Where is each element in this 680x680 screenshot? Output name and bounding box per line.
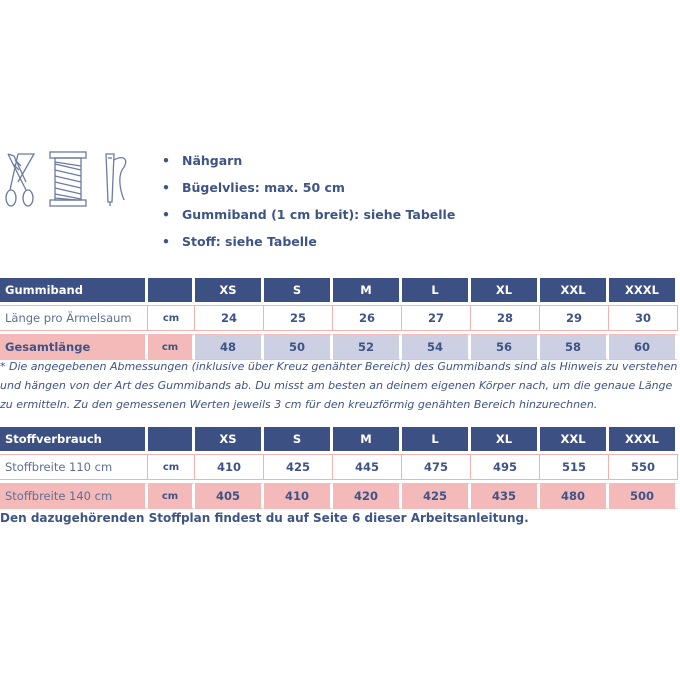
scissors-icon — [4, 150, 42, 208]
table-row — [0, 483, 678, 509]
needle-icon — [98, 150, 134, 208]
table-header-size: L — [402, 278, 471, 302]
table-header-title: Stoffverbrauch — [0, 427, 148, 451]
list-item: • Nähgarn — [162, 153, 243, 168]
thread-spool-icon — [46, 150, 90, 208]
stoffverbrauch-table — [0, 427, 678, 509]
list-item: • Stoff: siehe Tabelle — [162, 234, 317, 249]
footnote: * Die angegebenen Abmessungen (inklusive über Kreuz genähter Bereich) des Gummibands sind als Hinweis zu verstehen und hängen von der Art des Gummibands ab. Du misst am besten an deinem eigenen Körper nach, um die genaue Länge zu ermitteln. Zu den gemessenen Werten jeweils 3 cm für den kreuzförmig genähten Bereich hinzurechnen. — [0, 360, 678, 411]
materials-list — [162, 152, 455, 260]
table-cell: 410 — [264, 483, 333, 509]
table-header-size: XS — [195, 278, 264, 302]
table-cell: 52 — [333, 334, 402, 360]
table-header-size: L — [402, 427, 471, 451]
table-header-size: XXXL — [609, 427, 678, 451]
row-label: Länge pro Ärmelsaum — [0, 305, 148, 331]
table-header-size: M — [333, 427, 402, 451]
table-cell: 29 — [540, 305, 609, 331]
table-header-size: XXL — [540, 427, 609, 451]
table-header-unit — [148, 427, 195, 451]
table-header-unit — [148, 278, 195, 302]
table-cell: 56 — [471, 334, 540, 360]
table-cell: 26 — [333, 305, 402, 331]
table-cell: 405 — [195, 483, 264, 509]
table-cell: 48 — [195, 334, 264, 360]
table-header-size: XXL — [540, 278, 609, 302]
table-cell: 475 — [402, 454, 471, 480]
table-cell: 445 — [333, 454, 402, 480]
table-header-size: XL — [471, 278, 540, 302]
table-header-size: M — [333, 278, 402, 302]
table-cell: 495 — [471, 454, 540, 480]
table-row — [0, 454, 678, 480]
table-header-size: XXXL — [609, 278, 678, 302]
table-cell: 25 — [264, 305, 333, 331]
row-unit: cm — [148, 305, 195, 331]
table-cell: 410 — [195, 454, 264, 480]
table-cell: 435 — [471, 483, 540, 509]
table-cell: 60 — [609, 334, 678, 360]
table-cell: 425 — [264, 454, 333, 480]
sewing-tools-icons — [4, 150, 134, 210]
table-cell: 425 — [402, 483, 471, 509]
row-label: Gesamtlänge — [0, 334, 148, 360]
table-cell: 420 — [333, 483, 402, 509]
table-cell: 54 — [402, 334, 471, 360]
row-unit: cm — [148, 334, 195, 360]
table-cell: 500 — [609, 483, 678, 509]
row-unit: cm — [148, 454, 195, 480]
gummiband-table — [0, 278, 678, 360]
list-item: • Gummiband (1 cm breit): siehe Tabelle — [162, 207, 456, 222]
table-header-size: XL — [471, 427, 540, 451]
table-cell: 28 — [471, 305, 540, 331]
table-cell: 50 — [264, 334, 333, 360]
table-cell: 480 — [540, 483, 609, 509]
row-unit: cm — [148, 483, 195, 509]
list-item: • Bügelvlies: max. 50 cm — [162, 180, 345, 195]
footer-note: Den dazugehörenden Stoffplan findest du auf Seite 6 dieser Arbeitsanleitung. — [0, 511, 529, 525]
table-header-size: S — [264, 427, 333, 451]
table-cell: 58 — [540, 334, 609, 360]
table-row — [0, 305, 678, 331]
row-label: Stoffbreite 140 cm — [0, 483, 148, 509]
table-cell: 24 — [195, 305, 264, 331]
row-label: Stoffbreite 110 cm — [0, 454, 148, 480]
table-header-size: XS — [195, 427, 264, 451]
table-cell: 30 — [609, 305, 678, 331]
table-cell: 550 — [609, 454, 678, 480]
table-cell: 27 — [402, 305, 471, 331]
table-header-size: S — [264, 278, 333, 302]
table-header-title: Gummiband — [0, 278, 148, 302]
table-cell: 515 — [540, 454, 609, 480]
